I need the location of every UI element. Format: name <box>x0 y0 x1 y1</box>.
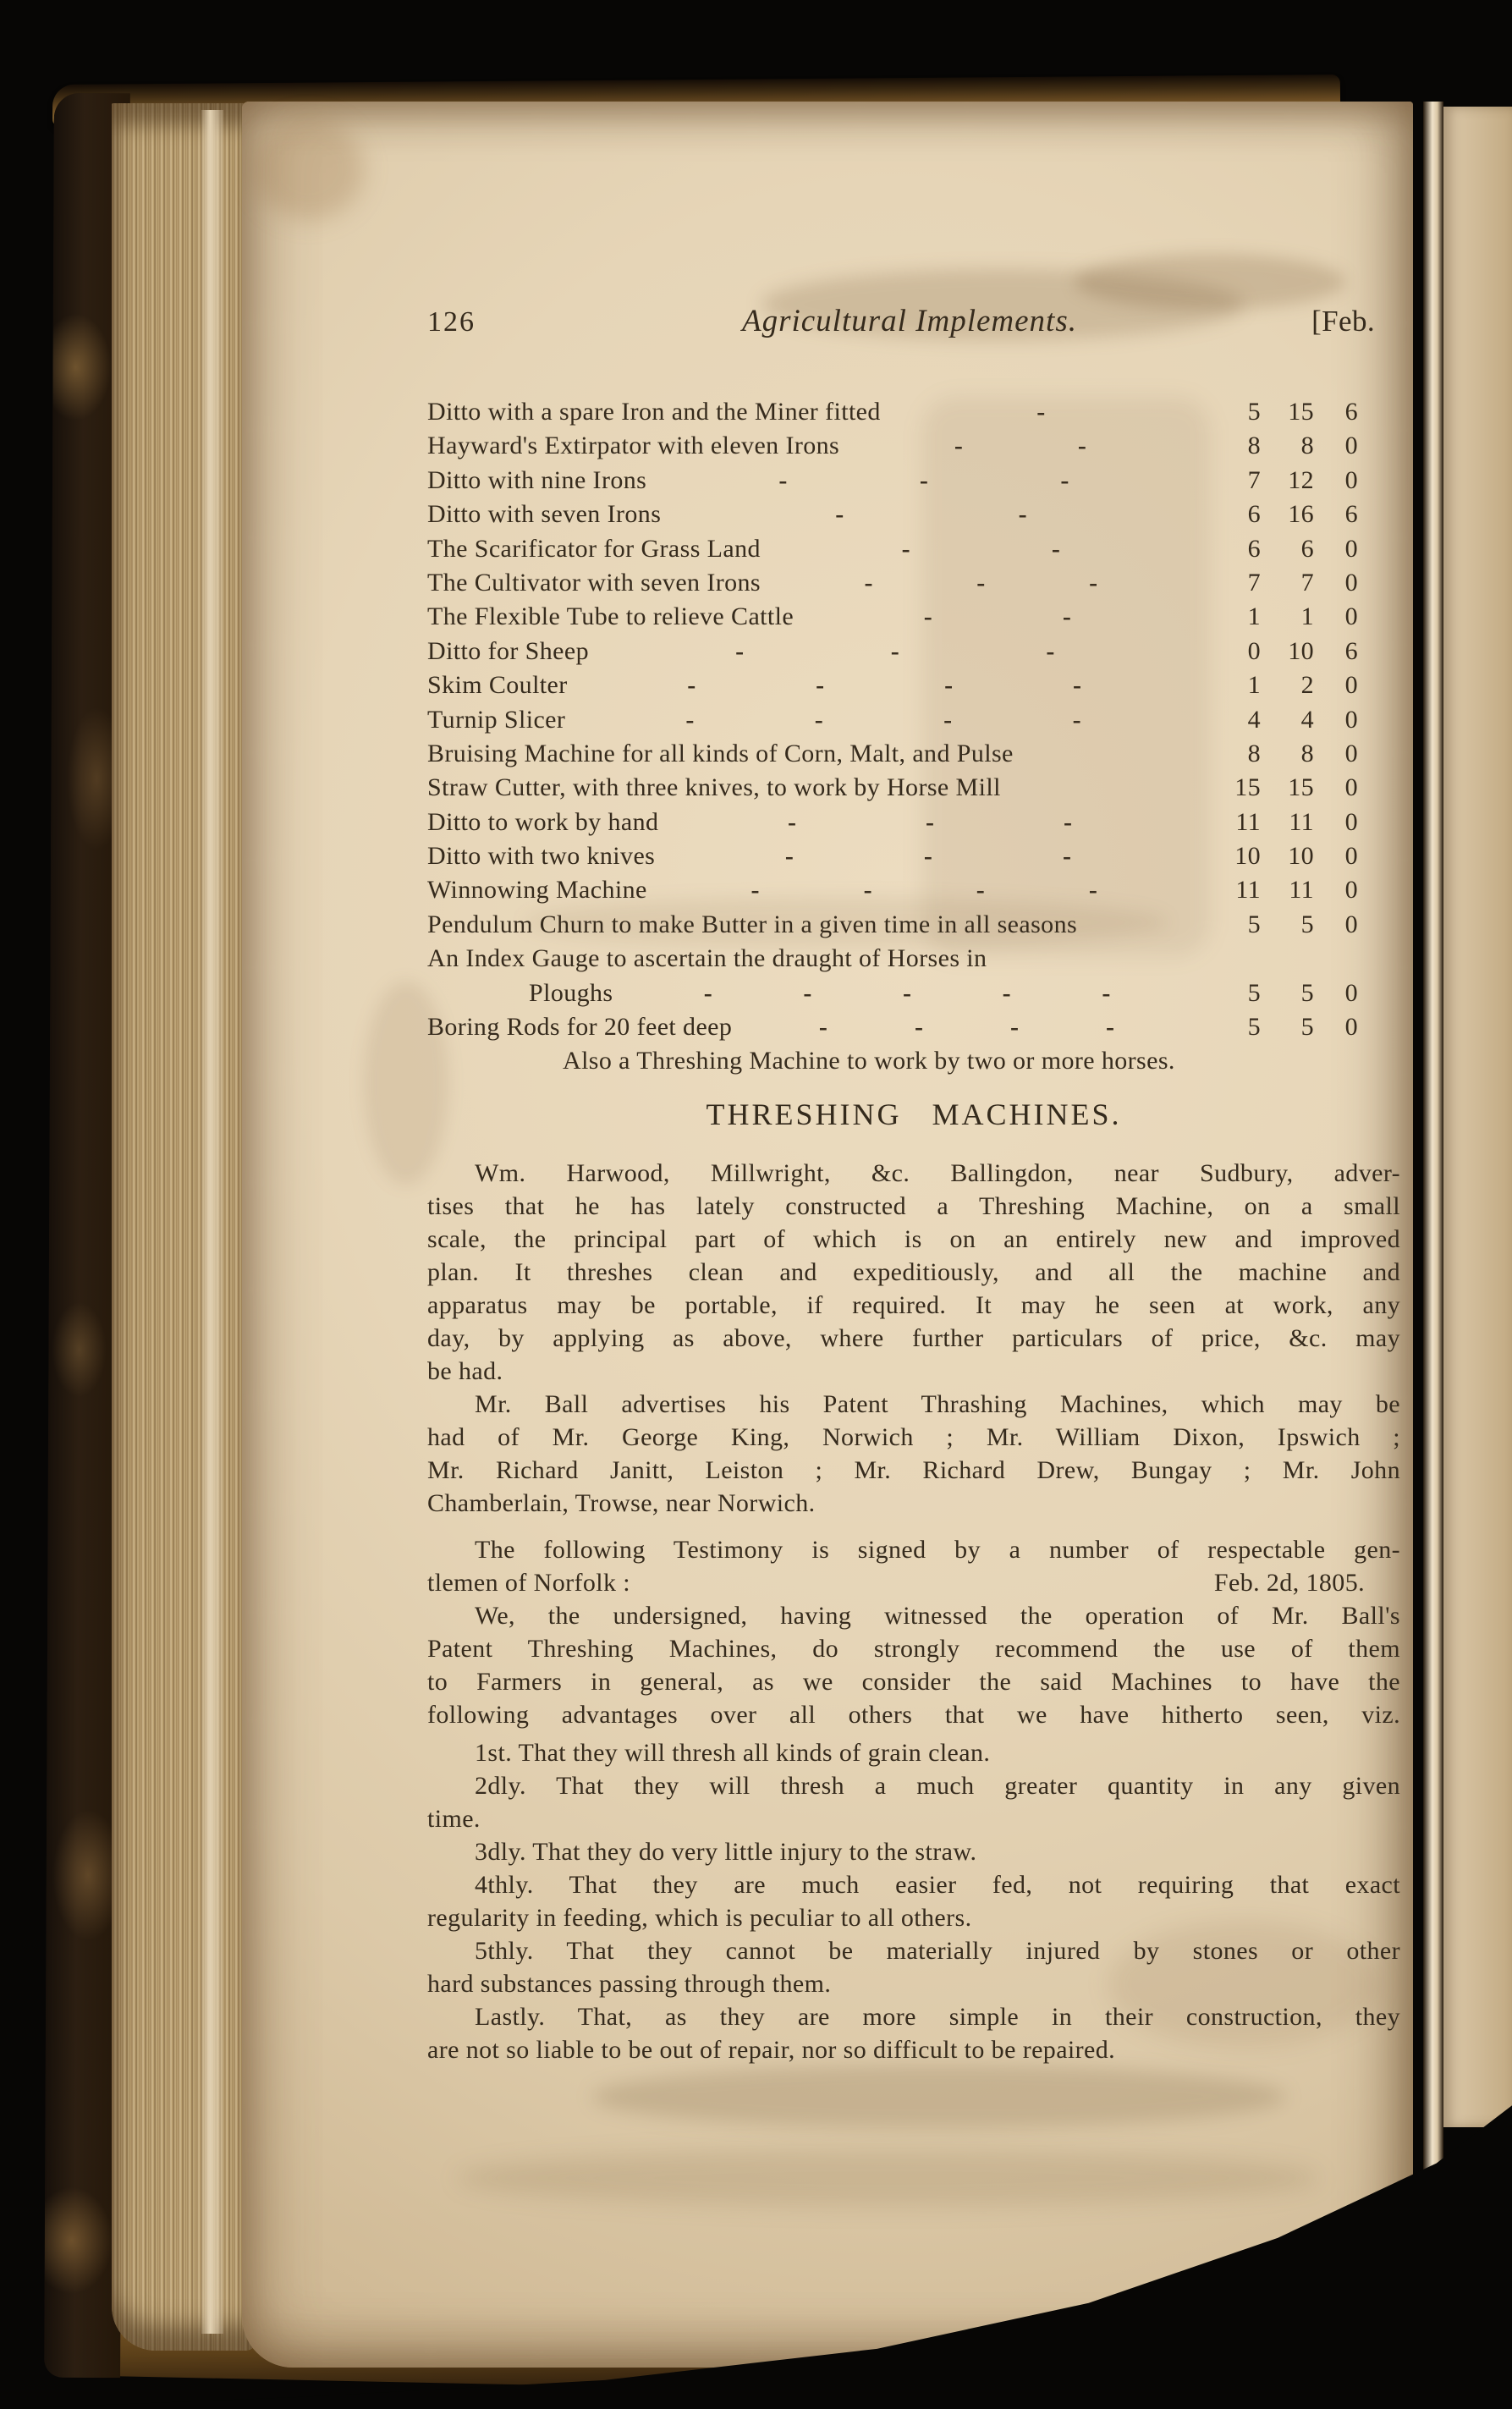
item-label: Hayward's Extirpator with eleven Irons <box>427 432 840 460</box>
dash: - <box>1102 978 1111 1007</box>
dash: - <box>919 465 929 494</box>
item-label: Ploughs <box>529 978 613 1007</box>
price-pounds: 1 <box>1247 602 1261 631</box>
price-pence: 6 <box>1344 500 1358 529</box>
price-shillings: 5 <box>1300 978 1314 1007</box>
item-label: Bruising Machine for all kinds of Corn, Malt, and Pulse <box>427 739 1014 767</box>
item-label: Also a Threshing Machine to work by two or more horses. <box>563 1047 1175 1075</box>
item-label: Ditto with seven Irons <box>427 500 662 529</box>
price-pence: 0 <box>1344 910 1358 938</box>
advantages-list <box>427 1736 1400 2066</box>
dash: - <box>703 978 713 1007</box>
dash: - <box>1105 1013 1115 1042</box>
price-row <box>427 668 1400 702</box>
paragraph-line: plan. It threshes clean and expeditiously, and all the machine and <box>427 1257 1400 1286</box>
dash: - <box>976 568 986 597</box>
price-shillings: 8 <box>1300 432 1314 460</box>
month-marker: [Feb. <box>1311 305 1375 338</box>
advantage-line: 2dly. That they will thresh a much greater quantity in any given <box>475 1771 1400 1800</box>
price-row <box>427 1010 1400 1044</box>
dash: - <box>1073 671 1082 700</box>
item-label: Skim Coulter <box>427 671 568 700</box>
dash-leaders <box>646 464 1201 498</box>
paragraph-line: Patent Threshing Machines, do strongly recommend the use of them <box>427 1634 1400 1663</box>
gutter-crease <box>1423 102 1443 2181</box>
paragraph-line: following advantages over all others that we have hitherto seen, viz. <box>427 1700 1400 1729</box>
dash: - <box>864 568 873 597</box>
price-pence: 0 <box>1344 432 1358 460</box>
dash: - <box>735 636 745 665</box>
paragraph-undersigned <box>427 1599 1400 1731</box>
testimony-left-text: tlemen of Norfolk : <box>427 1568 631 1597</box>
paragraph-line: apparatus may be portable, if required. It may he seen at work, any <box>427 1290 1400 1319</box>
price-pence: 0 <box>1344 568 1358 597</box>
dash: - <box>1051 534 1061 563</box>
paragraph-line: to Farmers in general, as we consider the said Machines to have the <box>427 1667 1400 1696</box>
price-pounds: 7 <box>1247 465 1261 494</box>
dash-leaders <box>589 635 1201 668</box>
advantage-line: regularity in feeding, which is peculiar to all others. <box>427 1903 972 1932</box>
dash: - <box>1046 636 1055 665</box>
price-pence: 6 <box>1344 398 1358 426</box>
item-label: The Scarificator for Grass Land <box>427 534 761 563</box>
price-pence: 0 <box>1344 842 1358 871</box>
dash: - <box>1088 876 1098 905</box>
dash: - <box>1062 842 1072 871</box>
item-label: An Index Gauge to ascertain the draught of Horses in <box>427 944 987 973</box>
price-row <box>427 532 1400 566</box>
price-pence: 0 <box>1344 978 1358 1007</box>
item-label: The Cultivator with seven Irons <box>427 568 761 597</box>
dash: - <box>803 978 812 1007</box>
dash: - <box>1018 500 1027 529</box>
dash: - <box>685 705 695 734</box>
dash: - <box>944 671 954 700</box>
dash: - <box>976 876 986 905</box>
advantage-line: hard substances passing through them. <box>427 1969 832 1998</box>
dash: - <box>1060 465 1069 494</box>
price-pence: 0 <box>1344 465 1358 494</box>
dash-leaders <box>658 806 1201 839</box>
dash: - <box>926 807 935 836</box>
dash: - <box>818 1013 828 1042</box>
dash: - <box>835 500 844 529</box>
price-shillings: 2 <box>1300 671 1314 700</box>
price-row <box>427 737 1400 771</box>
dash: - <box>1072 705 1081 734</box>
price-pounds: 8 <box>1247 432 1261 460</box>
price-pence: 0 <box>1344 876 1358 905</box>
dash: - <box>923 602 933 631</box>
dash: - <box>778 465 788 494</box>
dash-leaders <box>761 532 1201 566</box>
price-pounds: 10 <box>1234 842 1261 871</box>
paragraph-line: Wm. Harwood, Millwright, &c. Ballingdon, near Sudbury, adver- <box>475 1158 1400 1187</box>
price-shillings: 7 <box>1300 568 1314 597</box>
section-heading: THRESHING MACHINES. <box>706 1097 1122 1131</box>
dash-leaders <box>565 703 1201 737</box>
facing-page-sliver <box>1443 107 1512 2127</box>
item-label: Ditto with a spare Iron and the Miner fitted <box>427 398 881 426</box>
item-label: Ditto to work by hand <box>427 807 659 836</box>
dash-leaders <box>732 1010 1201 1044</box>
page-edges-light-band <box>201 110 223 2334</box>
paragraph-line: The following Testimony is signed by a number of respectable gen- <box>475 1535 1400 1564</box>
page-edges-left <box>112 103 257 2351</box>
dash-leaders <box>613 976 1202 1010</box>
price-pounds: 8 <box>1247 739 1261 767</box>
price-row <box>427 429 1400 463</box>
dash: - <box>903 978 912 1007</box>
price-pounds: 0 <box>1247 636 1261 665</box>
price-row <box>427 873 1400 907</box>
price-shillings: 8 <box>1300 739 1314 767</box>
paragraph-line: Mr. Richard Janitt, Leiston ; Mr. Richard Drew, Bungay ; Mr. John <box>427 1455 1400 1484</box>
price-shillings: 6 <box>1300 534 1314 563</box>
advantage-line: are not so liable to be out of repair, nor so difficult to be repaired. <box>427 2035 1116 2064</box>
dash: - <box>901 534 911 563</box>
price-shillings: 1 <box>1300 602 1314 631</box>
price-shillings: 11 <box>1289 876 1314 905</box>
paragraph-harwood <box>427 1157 1400 1388</box>
price-pounds: 5 <box>1247 398 1261 426</box>
dash: - <box>788 807 797 836</box>
dash: - <box>1036 398 1046 426</box>
dash: - <box>1002 978 1012 1007</box>
price-row <box>427 839 1400 873</box>
price-row <box>427 1044 1400 1078</box>
dash: - <box>751 876 760 905</box>
price-pounds: 15 <box>1234 773 1261 802</box>
dash-leaders <box>794 600 1201 634</box>
item-label: Winnowing Machine <box>427 876 647 905</box>
page-number: 126 <box>427 306 476 338</box>
price-row <box>427 498 1400 531</box>
dash-leaders <box>647 873 1201 907</box>
item-label: Ditto for Sheep <box>427 636 589 665</box>
price-row <box>427 600 1400 634</box>
item-label: Straw Cutter, with three knives, to work by Horse Mill <box>427 773 1001 802</box>
paragraph-line: had of Mr. George King, Norwich ; Mr. William Dixon, Ipswich ; <box>427 1422 1400 1451</box>
paragraph-line: Chamberlain, Trowse, near Norwich. <box>427 1488 816 1517</box>
price-pence: 0 <box>1344 739 1358 767</box>
price-pence: 6 <box>1344 636 1358 665</box>
advantage-line: 3dly. That they do very little injury to the straw. <box>475 1837 977 1866</box>
dash-leaders <box>661 498 1201 531</box>
price-pounds: 11 <box>1235 876 1261 905</box>
price-pounds: 1 <box>1247 671 1261 700</box>
dash: - <box>1064 807 1073 836</box>
price-pence: 0 <box>1344 602 1358 631</box>
price-pence: 0 <box>1344 1013 1358 1042</box>
item-label: Ditto with two knives <box>427 842 656 871</box>
dash: - <box>816 671 825 700</box>
item-label: Boring Rods for 20 feet deep <box>427 1013 733 1042</box>
dash-leaders <box>568 668 1201 702</box>
item-label: Turnip Slicer <box>427 705 566 734</box>
price-pounds: 5 <box>1247 1013 1261 1042</box>
price-shillings: 10 <box>1288 842 1314 871</box>
price-row <box>427 635 1400 668</box>
dash: - <box>863 876 872 905</box>
price-row <box>427 771 1400 805</box>
dash-leaders <box>839 429 1201 463</box>
advantage-line: 5thly. That they cannot be materially injured by stones or other <box>475 1936 1400 1965</box>
page-content <box>427 301 1400 2066</box>
price-shillings: 12 <box>1288 465 1314 494</box>
price-pounds: 6 <box>1247 534 1261 563</box>
price-pence: 0 <box>1344 534 1358 563</box>
price-pence: 0 <box>1344 773 1358 802</box>
price-shillings: 15 <box>1288 398 1314 426</box>
dash: - <box>890 636 900 665</box>
price-row <box>427 395 1400 429</box>
testimony-date: Feb. 2d, 1805. <box>1213 1568 1365 1597</box>
dash-leaders <box>881 395 1201 429</box>
price-pounds: 5 <box>1247 978 1261 1007</box>
price-shillings: 15 <box>1288 773 1314 802</box>
price-pounds: 6 <box>1247 500 1261 529</box>
dash: - <box>1089 568 1098 597</box>
dash: - <box>814 705 824 734</box>
dash: - <box>687 671 696 700</box>
dash: - <box>914 1013 924 1042</box>
price-row <box>427 942 1400 976</box>
paragraph-line: be had. <box>427 1356 503 1385</box>
price-pounds: 11 <box>1235 807 1261 836</box>
price-shillings: 16 <box>1288 500 1314 529</box>
dash: - <box>954 432 964 460</box>
dash: - <box>943 705 953 734</box>
price-shillings: 11 <box>1289 807 1314 836</box>
advantage-line: 1st. That they will thresh all kinds of grain clean. <box>475 1738 991 1767</box>
item-label: The Flexible Tube to relieve Cattle <box>427 602 794 631</box>
price-row <box>427 976 1400 1010</box>
paragraph-line: scale, the principal part of which is on an entirely new and improved <box>427 1224 1400 1253</box>
advantage-line: time. <box>427 1804 481 1833</box>
price-pence: 0 <box>1344 807 1358 836</box>
paragraph-line: tises that he has lately constructed a Threshing Machine, on a small <box>427 1191 1400 1220</box>
dash: - <box>923 842 933 871</box>
paragraph-line: We, the undersigned, having witnessed the operation of Mr. Ball's <box>475 1601 1400 1630</box>
price-pounds: 4 <box>1247 705 1261 734</box>
price-shillings: 10 <box>1288 636 1314 665</box>
price-row <box>427 806 1400 839</box>
price-pounds: 7 <box>1247 568 1261 597</box>
price-shillings: 4 <box>1300 705 1314 734</box>
testimony-continuation-line <box>427 1566 1400 1599</box>
item-label: Pendulum Churn to make Butter in a given time in all seasons <box>427 910 1078 938</box>
paragraph-line: day, by applying as above, where further particulars of price, &c. may <box>427 1323 1400 1352</box>
price-row <box>427 908 1400 942</box>
price-pence: 0 <box>1344 671 1358 700</box>
dash-leaders <box>761 566 1201 600</box>
price-row <box>427 566 1400 600</box>
dash: - <box>784 842 794 871</box>
dash: - <box>1077 432 1087 460</box>
price-shillings: 5 <box>1300 1013 1314 1042</box>
advantage-line: 4thly. That they are much easier fed, not requiring that exact <box>475 1870 1400 1899</box>
advantage-line: Lastly. That, as they are more simple in their construction, they <box>475 2002 1400 2031</box>
price-row <box>427 703 1400 737</box>
price-pence: 0 <box>1344 705 1358 734</box>
paragraph-line: Mr. Ball advertises his Patent Thrashing Machines, which may be <box>475 1389 1400 1418</box>
dash: - <box>1009 1013 1020 1042</box>
paragraph-testimony-intro <box>427 1533 1400 1566</box>
price-pounds: 5 <box>1247 910 1261 938</box>
price-row <box>427 464 1400 498</box>
price-list <box>427 395 1400 1079</box>
dash: - <box>1062 602 1072 631</box>
running-title: Agricultural Implements. <box>741 304 1077 338</box>
running-header <box>427 301 1400 343</box>
paragraph-ball <box>427 1388 1400 1520</box>
item-label: Ditto with nine Irons <box>427 465 647 494</box>
price-shillings: 5 <box>1300 910 1314 938</box>
dash-leaders <box>655 839 1201 873</box>
